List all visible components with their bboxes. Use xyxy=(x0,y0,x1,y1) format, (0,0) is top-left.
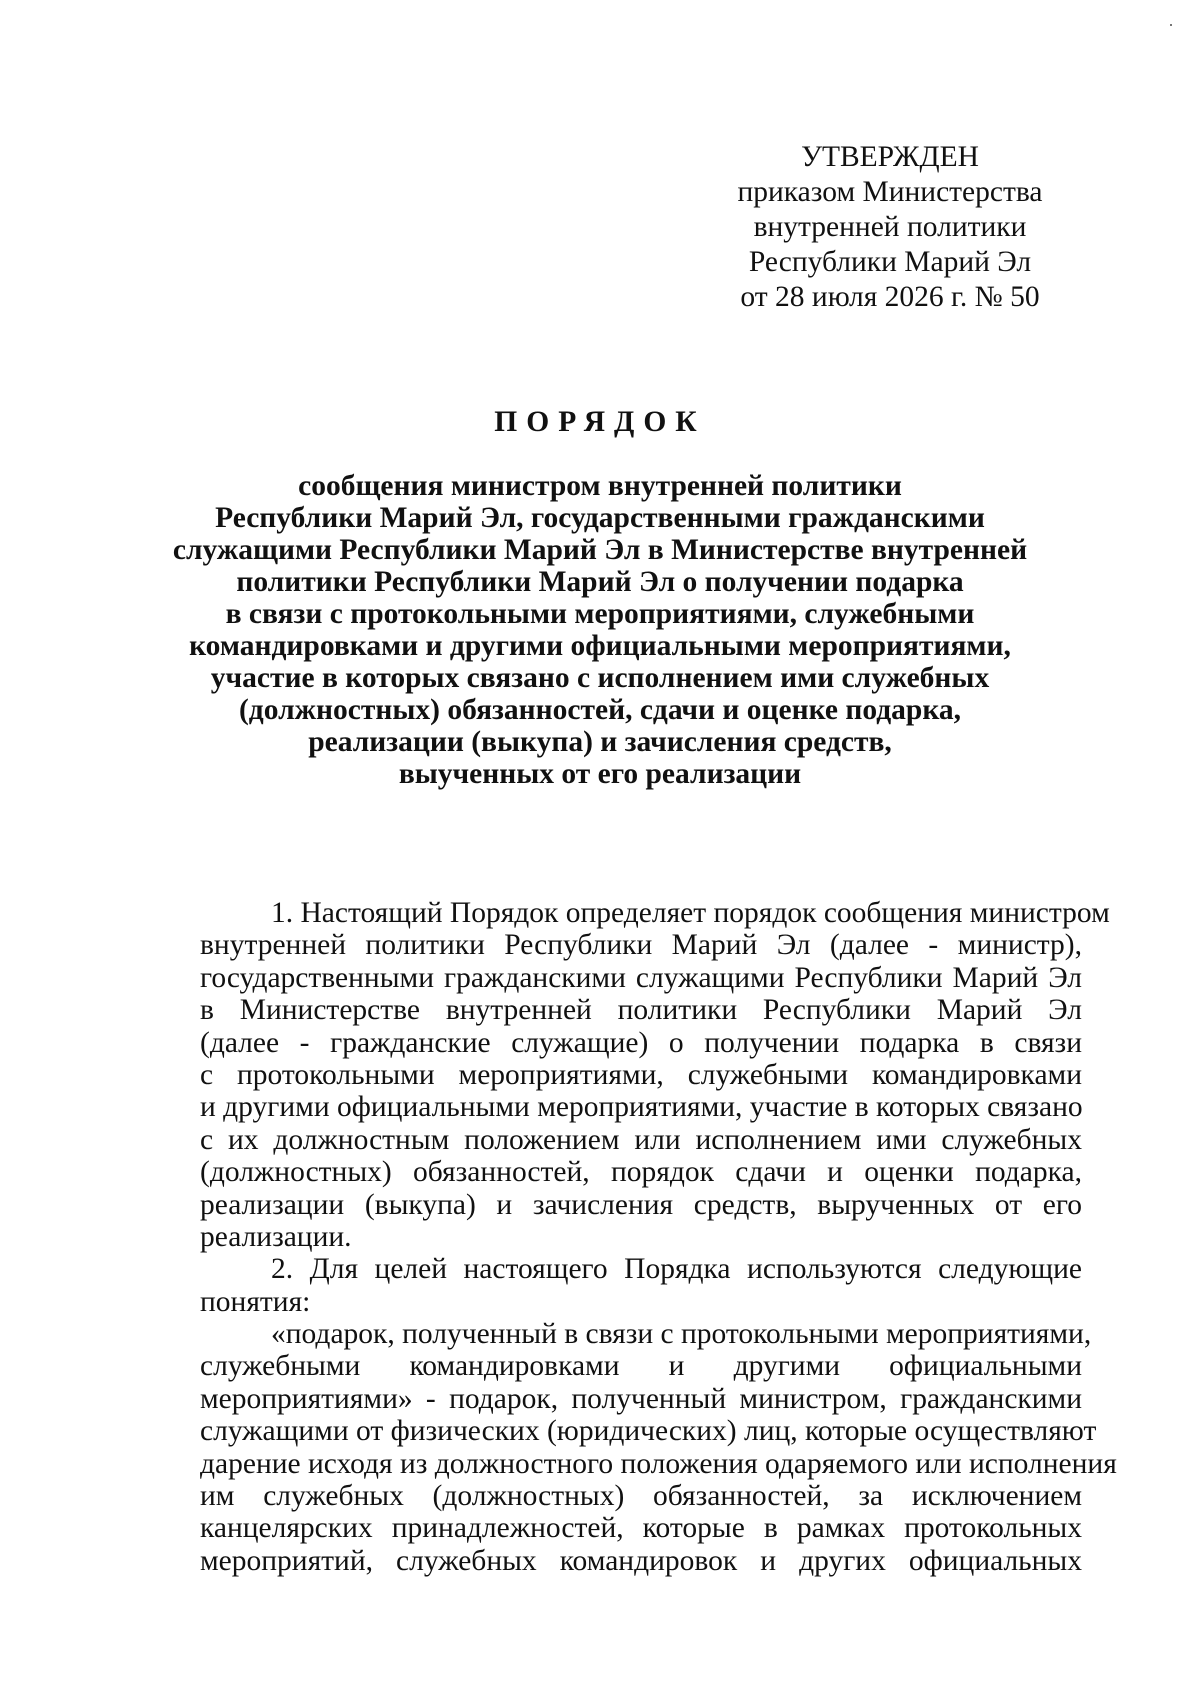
paragraph-1-line: 1. Настоящий Порядок определяет порядок сообщения министром xyxy=(271,897,1110,929)
subtitle-line: служащими Республики Марий Эл в Министерстве внутренней xyxy=(172,534,1028,566)
paragraph-1-line: внутренней политики Республики Марий Эл (далее - министр), xyxy=(200,929,1082,962)
subtitle-line: (должностных) обязанностей, сдачи и оценке подарка, xyxy=(238,694,962,726)
definition-line: служащими от физических (юридических) лиц, которые осуществляют xyxy=(200,1415,1097,1448)
document-body xyxy=(200,897,1117,1577)
subtitle-line: сообщения министром внутренней политики xyxy=(298,470,902,502)
subtitle-line: выученных от его реализации xyxy=(398,758,802,790)
paragraph-1-line: реализации (выкупа) и зачисления средств, вырученных от его xyxy=(200,1188,1082,1221)
definition-line: мероприятий, служебных командировок и других официальных xyxy=(200,1544,1082,1577)
document-subtitle xyxy=(150,470,1050,790)
paragraph-1-line: и другими официальными мероприятиями, участие в которых связано xyxy=(200,1091,1083,1124)
approval-line: приказом Министерства xyxy=(737,176,1043,208)
approval-line: Республики Марий Эл xyxy=(748,246,1032,278)
definition-line: канцелярских принадлежностей, которые в рамках протокольных xyxy=(200,1512,1082,1545)
paragraph-2-line: 2. Для целей настоящего Порядка используются следующие xyxy=(271,1253,1082,1286)
definition-line: «подарок, полученный в связи с протокольными мероприятиями, xyxy=(271,1318,1092,1351)
subtitle-line: участие в которых связано с исполнением ими служебных xyxy=(210,662,990,694)
approval-date-number: от 28 июля 2026 г. № 50 xyxy=(740,281,1040,313)
paragraph-1-line: (далее - гражданские служащие) о получении подарка в связи xyxy=(200,1026,1082,1059)
paragraph-1-line: (должностных) обязанностей, порядок сдачи и оценки подарка, xyxy=(200,1156,1082,1189)
paragraph-1-line: в Министерстве внутренней политики Республики Марий Эл xyxy=(200,994,1082,1027)
approval-heading: УТВЕРЖДЕН xyxy=(801,141,979,173)
paragraph-2-last-line: понятия: xyxy=(200,1285,311,1318)
definition-line: им служебных (должностных) обязанностей, за исключением xyxy=(200,1480,1082,1513)
scan-speck xyxy=(1170,24,1172,26)
definition-line: дарение исходя из должностного положения одаряемого или исполнения xyxy=(200,1447,1117,1480)
paragraph-1-last-line: реализации. xyxy=(200,1220,352,1253)
subtitle-line: командировками и другими официальными мероприятиями, xyxy=(189,630,1011,662)
paragraph-1-line: с их должностным положением или исполнением ими служебных xyxy=(200,1123,1082,1156)
subtitle-line: политики Республики Марий Эл о получении подарка xyxy=(236,566,964,598)
paragraph-1-line: с протокольными мероприятиями, служебными командировками xyxy=(200,1058,1082,1091)
approval-stamp-block xyxy=(700,140,1080,315)
paragraph-1-line: государственными гражданскими служащими Республики Марий Эл xyxy=(200,961,1082,994)
subtitle-line: реализации (выкупа) и зачисления средств, xyxy=(308,726,892,758)
document-title: ПОРЯДОК xyxy=(494,406,706,438)
subtitle-line: Республики Марий Эл, государственными гражданскими xyxy=(215,502,985,534)
definition-line: служебными командировками и другими официальными xyxy=(200,1350,1082,1383)
approval-line: внутренней политики xyxy=(753,211,1027,243)
subtitle-line: в связи с протокольными мероприятиями, служебными xyxy=(225,598,975,630)
definition-line: мероприятиями» - подарок, полученный министром, гражданскими xyxy=(200,1382,1082,1415)
